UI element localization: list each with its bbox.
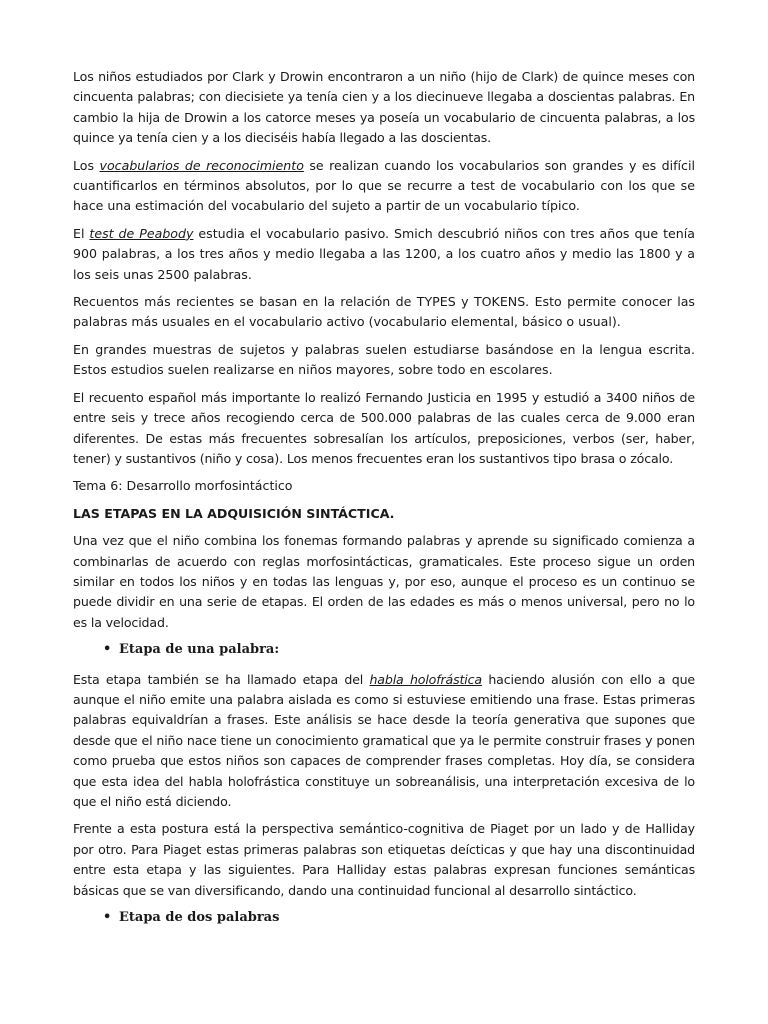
- paragraph-test-peabody: [73, 224, 695, 285]
- paragraph-piaget-halliday: Frente a esta postura está la perspectiva semántico-cognitiva de Piaget por un lado y de Halliday por otro. Para Piaget estas primeras palabras son etiquetas deícticas y que hay una discontinuidad entre esta etapa y las siguientes. Para Halliday estas palabras expresan funciones semánticas básicas que se van diversificando, dando una continuidad funcional al desarrollo sintáctico.: [73, 821, 695, 898]
- paragraph-text: haciendo alusión con ello a que aunque el niño emite una palabra aislada es como si estuviese emitiendo una frase. Estas primeras palabras equivaldrían a frases. Este análisis se hace desde la teoría generativa que supones que desde que el niño nace tiene un conocimiento gramatical que ya le permite construir frases y ponen como prueba que estos niños son capaces de comprender frases completas. Hoy día, se considera que esta idea del habla holofrástica constituye un sobreanálisis, una interpretación excesiva de lo que el niño está diciendo.: [73, 671, 695, 809]
- paragraph-text: estudia el vocabulario pasivo. Smich descubrió niños con tres años que tenía 900 palabras, a los tres años y medio llegaba a las 1200, a los cuatro años y medio las 1800 y a los seis unas 2500 palabras.: [73, 225, 696, 282]
- term-vocabularios-reconocimiento: vocabularios de reconocimiento: [99, 157, 304, 173]
- paragraph-text: se realizan cuando los vocabularios son grandes y es difícil cuantificarlos en términos absolutos, por lo que se recurre a test de vocabulario con los que se hace una estimación del vocabulario del sujeto a partir de un vocabulario típico.: [73, 157, 695, 214]
- topic-title: Tema 6: Desarrollo morfosintáctico: [73, 478, 293, 494]
- paragraph-clark-drowin: Los niños estudiados por Clark y Drowin encontraron a un niño (hijo de Clark) de quince meses con cincuenta palabras; con diecisiete ya tenía cien y a los diecinueve llegaba a doscientas palabras. En cambio la hija de Drowin a los catorce meses ya poseía un vocabulario de cincuenta palabras, a los quince ya tenía cien y a los dieciséis había llegado a las doscientas.: [73, 69, 695, 146]
- bullet-etapa-una-palabra: [103, 640, 695, 660]
- paragraph-text: El: [73, 225, 90, 241]
- paragraph-types-tokens: Recuentos más recientes se basan en la relación de TYPES y TOKENS. Esto permite conocer las palabras más usuales en el vocabulario activo (vocabulario elemental, básico o usual).: [73, 294, 695, 330]
- bullet-icon: •: [103, 910, 112, 926]
- bullet-label: Etapa de dos palabras: [119, 910, 280, 926]
- paragraph-lengua-escrita: En grandes muestras de sujetos y palabras suelen estudiarse basándose en la lengua escrita. Estos estudios suelen realizarse en niños mayores, sobre todo en escolares.: [73, 341, 695, 378]
- section-heading: LAS ETAPAS EN LA ADQUISICIÓN SINTÁCTICA.: [73, 505, 395, 521]
- bullet-etapa-dos-palabras: [103, 908, 695, 928]
- paragraph-text: Los: [73, 157, 100, 173]
- paragraph-recuento-espanol: El recuento español más importante lo realizó Fernando Justicia en 1995 y estudió a 3400 niños de entre seis y trece años recogiendo cerca de 500.000 palabras de las cuales cerca de 9.000 eran diferentes. De estas más frecuentes sobresalían los artículos, preposiciones, verbos (ser, haber, tener) y sustantivos (niño y cosa). Los menos frecuentes eran los sustantivos tipo brasa o zócalo.: [73, 389, 695, 466]
- term-test-peabody: test de Peabody: [89, 225, 194, 241]
- paragraph-etapas-intro: Una vez que el niño combina los fonemas formando palabras y aprende su significado comienza a combinarlas de acuerdo con reglas morfosintácticas, gramaticales. Este proceso sigue un orden similar en todos los niños y en todas las lenguas y, por eso, aunque el proceso es un continuo se puede dividir en una serie de etapas. El orden de las edades es más o menos universal, pero no lo es la velocidad.: [73, 533, 695, 630]
- bullet-icon: •: [103, 642, 112, 658]
- paragraph-text: Esta etapa también se ha llamado etapa del: [73, 671, 370, 687]
- paragraph-vocabularios-reconocimiento: [73, 156, 695, 217]
- term-habla-holofrastica: habla holofrástica: [369, 671, 483, 687]
- paragraph-habla-holofrastica: [73, 670, 695, 813]
- bullet-label: Etapa de una palabra:: [119, 642, 280, 658]
